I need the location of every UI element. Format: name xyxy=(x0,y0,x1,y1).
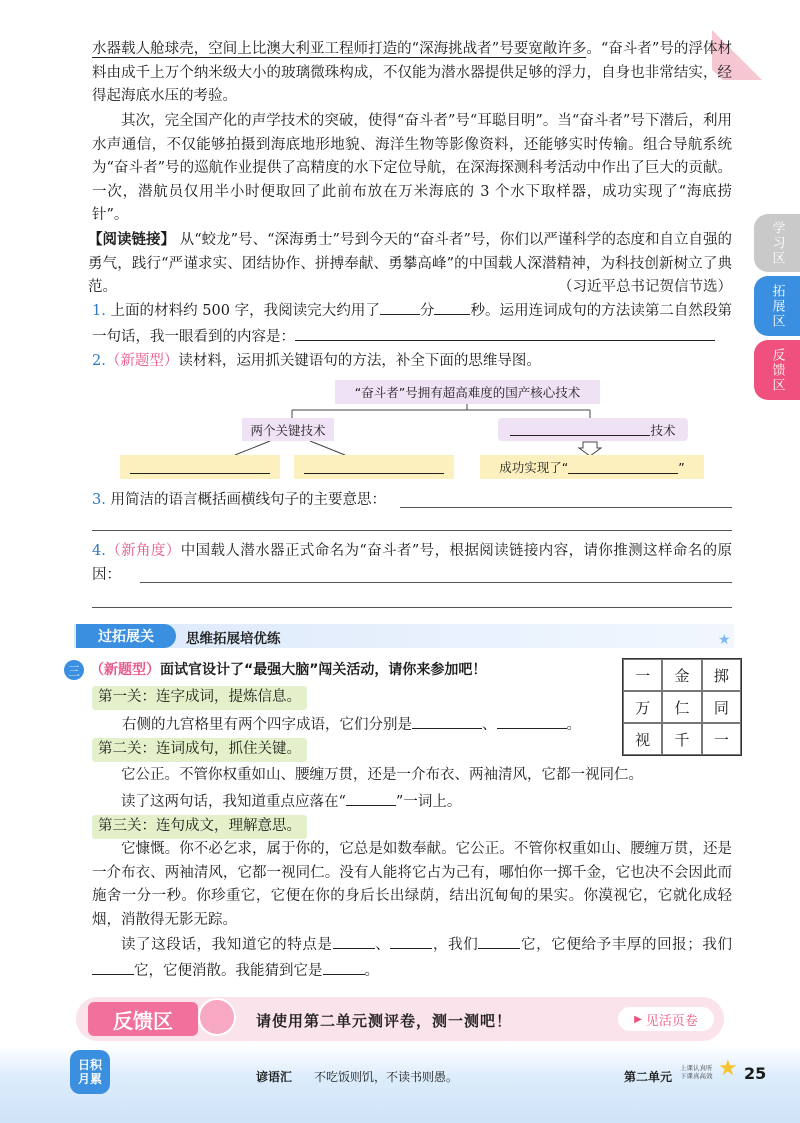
section-badge xyxy=(76,624,176,648)
grid-cell: 视 xyxy=(623,723,662,755)
star-icon: ★ xyxy=(718,632,731,648)
badge-line-1: 日积 xyxy=(77,1058,102,1072)
q4-text: 中国载人潜水器正式命名为“奋斗者”号，根据阅读链接内容，请你推测这样命名的原因： xyxy=(92,543,733,583)
passage-p2-text: 其次，完全国产化的声学技术的突破，使得“奋斗者”号“耳聪目明”。当“奋斗者”号下潜后，利用水声通信，不仅能够拍摄到海底地形地貌、海洋生物等影像资料，还能够实时传输。组合导航系统为“奋斗者”号的巡航作业提供了高精度的水下定位导航，在深海探测科考活动中作出了巨大的贡献。一次，潜航员仅用半小时便取回了此前布放在万米海底的 3 个水下取样器，成功实现了“海底捞针”。 xyxy=(92,113,732,223)
page-number: 25 xyxy=(744,1064,767,1083)
stage-3-question xyxy=(92,932,732,983)
trait-2-blank[interactable] xyxy=(390,932,432,949)
tab-study-zone[interactable] xyxy=(754,214,800,272)
stage-3-passage: 它慷慨。你不必乞求，属于你的，它总是如数奉献。它公正。不管你权重如山、腰缠万贯，还是一介布衣、两袖清风，它都一视同仁。没有人能将它占为己有，哪怕你一掷千金，它也决不会因此而施舍一分一秒。你珍重它，它便在你的身后长出绿荫，结出沉甸甸的果实。你漠视它，它就化成轻烟，消散得无影无踪。 xyxy=(92,841,732,928)
grid-cell: 万 xyxy=(623,691,662,723)
mindmap-left-leaf-2 xyxy=(294,455,454,479)
stage-1 xyxy=(92,686,612,710)
feedback-label xyxy=(88,1002,198,1036)
stage-1-text-a: 右侧的九宫格里有两个四字成语，它们分别是 xyxy=(122,717,412,733)
q4-tag: （新角度） xyxy=(105,543,181,559)
q1-text-b: 分 xyxy=(419,303,435,319)
stage-3-q-b: 、 xyxy=(374,937,391,953)
keyword-blank[interactable] xyxy=(346,789,396,806)
stage-3-q-f: 。 xyxy=(364,962,379,979)
stage-2 xyxy=(92,738,612,762)
mindmap-result-blank[interactable] xyxy=(568,461,678,474)
grid-cell: 千 xyxy=(662,723,701,755)
reading-link-text: 从“蛟龙”号、“深海勇士”号到今天的“奋斗者”号，你们以严谨科学的态度和自立自强的勇气，践行“严谨求实、团结协作、拼搏奉献、勇攀高峰”的中国载人深潜精神，为科技创新树立了典范。 xyxy=(88,232,733,295)
see-worksheet-label: 见活页卷 xyxy=(645,1013,698,1029)
stage-3-q-c: ，我们 xyxy=(432,937,479,953)
q1-text-a: 上面的材料约 500 字，我阅读完大约用了 xyxy=(110,303,380,319)
stage-1-question xyxy=(122,712,622,738)
q4-answer-line-2[interactable] xyxy=(92,607,732,608)
mindmap-result xyxy=(480,455,704,479)
mindmap-leaf-2-blank[interactable] xyxy=(304,461,444,474)
stage-1-text-b: 、 xyxy=(482,717,497,733)
grid-cell: 一 xyxy=(702,723,741,755)
action-1-blank[interactable] xyxy=(478,932,520,949)
mindmap-left-text: 两个关键技术 xyxy=(250,422,326,438)
q2-text: 读材料，运用抓关键语句的方法，补全下面的思维导图。 xyxy=(178,353,541,369)
mindmap-right xyxy=(498,418,688,441)
idiom-1-blank[interactable] xyxy=(412,712,482,729)
answer-blank[interactable] xyxy=(323,958,365,975)
mindmap-result-text: 成功实现了“ xyxy=(499,460,569,475)
stage-3-text xyxy=(92,838,732,932)
section-subtitle: 思维拓展培优练 xyxy=(186,631,281,647)
nine-grid xyxy=(622,658,742,756)
q3-answer-line-1[interactable] xyxy=(400,507,732,508)
tab-extension-zone-label: 拓展区 xyxy=(769,283,785,329)
tab-extension-zone[interactable] xyxy=(754,276,800,336)
grid-cell: 一 xyxy=(623,659,662,691)
feedback-label-text: 反馈区 xyxy=(113,1008,173,1033)
action-2-blank[interactable] xyxy=(92,958,134,975)
stage-3 xyxy=(92,815,612,839)
grid-cell: 同 xyxy=(702,691,741,723)
stage-3-label: 第三关：连句成文，理解意思。 xyxy=(92,815,307,839)
feedback-text: 请使用第二单元测评卷，测一测吧！ xyxy=(256,1012,513,1030)
passage-p1-rest: 。“奋斗者”号的浮体材料由成千上万个纳米级大小的玻璃微珠构成，不仅能为潜水器提供足够的浮力，自身也非常结实，经得起海底水压的考验。 xyxy=(92,41,732,104)
tab-study-zone-label: 学习区 xyxy=(769,220,785,266)
mindmap-root-text: “奋斗者”号拥有超高难度的国产核心技术 xyxy=(354,385,581,400)
corner-stamp-text: 教师用书 xyxy=(735,4,792,61)
question-4 xyxy=(92,540,732,587)
trait-1-blank[interactable] xyxy=(333,932,375,949)
mindmap-leaf-1-blank[interactable] xyxy=(130,461,270,474)
mindmap-right-blank[interactable] xyxy=(510,423,650,436)
grid-cell: 金 xyxy=(662,659,701,691)
mascot-icon xyxy=(198,998,236,1036)
q2-tag: （新题型） xyxy=(105,353,179,369)
badge-line-2: 月累 xyxy=(77,1072,102,1086)
stage-2-quote: 它公正。不管你权重如山、腰缠万贯，还是一介布衣、两袖清风，它都一视同仁。 xyxy=(121,767,643,783)
mindmap-left-leaf-1 xyxy=(120,455,280,479)
stage-2-text xyxy=(92,764,732,788)
stage-2-q-a: 读了这两句话，我知道重点应落在“ xyxy=(121,794,346,810)
stage-3-q-a: 读了这段话，我知道它的特点是 xyxy=(121,937,333,953)
play-icon: ▶ xyxy=(634,1013,642,1025)
proverb-text: 不吃饭则饥，不读书则愚。 xyxy=(314,1070,459,1084)
idiom-2-blank[interactable] xyxy=(497,712,567,729)
underlined-sentence: 水器载人舱球壳，空间上比澳大利亚工程师打造的“深海挑战者”号要宽敞许多 xyxy=(92,41,587,57)
unit-label: 第二单元 xyxy=(624,1070,673,1084)
stage-3-q-d: 它，它便给予丰厚的回报；我们 xyxy=(520,937,733,953)
see-worksheet-button[interactable] xyxy=(618,1007,714,1031)
q3-number: 3. xyxy=(92,492,106,508)
reading-link-label: 【阅读链接】 xyxy=(88,231,176,248)
q2-number: 2. xyxy=(92,353,106,369)
stage-2-q-b: ”一词上。 xyxy=(395,794,462,810)
mindmap-right-suffix: 技术 xyxy=(650,422,676,438)
daily-accumulation-badge xyxy=(70,1050,110,1094)
stage-3-q-e: 它，它便消散。我能猜到它是 xyxy=(134,962,323,979)
question-3 xyxy=(92,489,732,513)
tab-feedback-zone[interactable] xyxy=(754,340,800,400)
section-badge-text: 过拓展关 xyxy=(98,629,154,645)
slogan-line-1: 上课认真听 xyxy=(680,1064,713,1072)
q5-tag: （新题型） xyxy=(90,662,160,678)
q5-number-circle xyxy=(64,660,84,680)
proverb-label: 谚语汇 xyxy=(256,1070,293,1084)
grid-cell: 掷 xyxy=(702,659,741,691)
stage-1-text-c: 。 xyxy=(566,717,581,733)
stage-2-question xyxy=(92,789,732,815)
q1-number: 1. xyxy=(92,303,106,319)
grid-cell: 仁 xyxy=(662,691,701,723)
q3-text: 用简洁的语言概括画横线句子的主要意思： xyxy=(110,492,386,508)
mindmap-result-end: ” xyxy=(678,459,685,475)
mindmap-connectors xyxy=(0,0,800,480)
stage-1-label: 第一关：连字成词，提炼信息。 xyxy=(92,686,307,710)
tab-feedback-zone-label: 反馈区 xyxy=(769,347,785,393)
q4-answer-line-1[interactable] xyxy=(140,582,732,583)
reading-link-source: （习近平总书记贺信节选） xyxy=(558,279,732,295)
star-mascot-icon: ★ xyxy=(718,1056,738,1081)
q5-number: 三 xyxy=(67,663,80,678)
mindmap-left xyxy=(242,418,334,441)
q3-answer-line-2[interactable] xyxy=(92,530,732,531)
unit-slogan xyxy=(680,1064,713,1080)
q4-number: 4. xyxy=(92,543,106,559)
stage-2-label: 第二关：连词成句，抓住关键。 xyxy=(92,738,307,762)
q5-title-text: 面试官设计了“最强大脑”闯关活动，请你来参加吧！ xyxy=(160,662,487,678)
slogan-line-2: 下课真高效 xyxy=(680,1072,713,1080)
q1-text-c: 秒。运用连词成句的方法读第二自然段第一句话，我一眼看到的内容是： xyxy=(92,303,732,345)
